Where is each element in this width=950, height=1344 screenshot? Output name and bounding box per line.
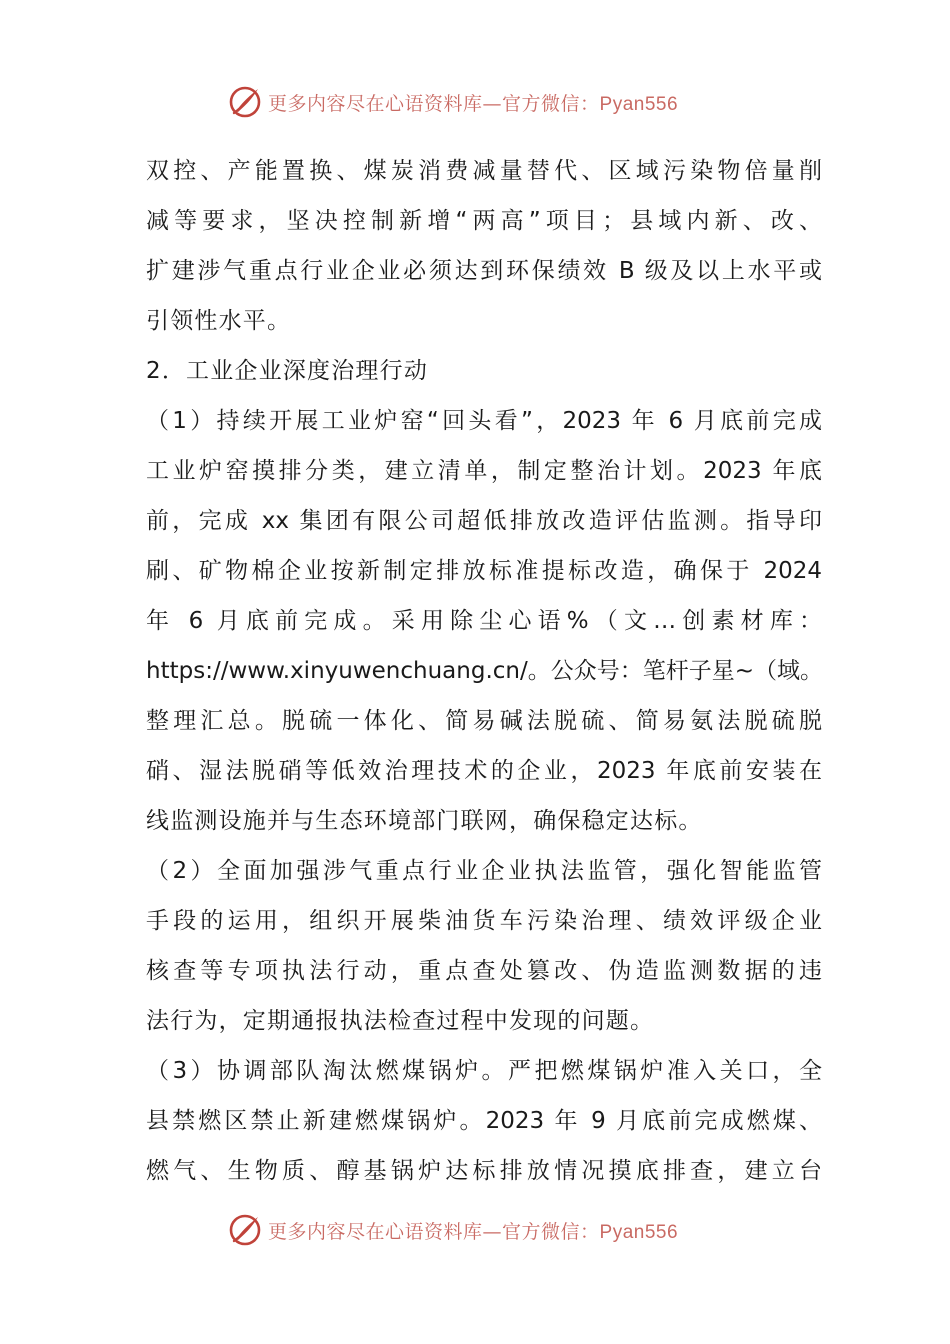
watermark-header	[228, 84, 748, 120]
text-line: 工业炉窑摸排分类，建立清单，制定整治计划。2023 年底	[146, 458, 822, 484]
text-line: 双控、产能置换、煤炭消费减量替代、区域污染物倍量削	[146, 158, 822, 184]
text-line: 前，完成 xx 集团有限公司超低排放改造评估监测。指导印	[146, 508, 822, 534]
watermark-dash: —	[482, 92, 503, 115]
text-line: 核查等专项执法行动，重点查处篡改、伪造监测数据的违	[146, 958, 822, 984]
text-line: 年 6 月底前完成。采用除尘心语%（文…创素材库：	[146, 608, 822, 634]
text-line: 燃气、生物质、醇基锅炉达标排放情况摸底排查，建立台	[146, 1158, 822, 1184]
watermark-handle: Pyan556	[599, 93, 679, 115]
text-line: https://www.xinyuwenchuang.cn/。公众号：笔杆子星~（域。	[146, 658, 824, 684]
quill-logo-icon	[228, 1213, 262, 1247]
text-line: 硝、湿法脱硝等低效治理技术的企业，2023 年底前安装在	[146, 758, 822, 784]
text-line: 减等要求，坚决控制新增“两高”项目；县域内新、改、	[146, 208, 822, 234]
watermark-dash: —	[482, 1220, 503, 1243]
watermark-main: 更多内容尽在心语资料库	[268, 92, 483, 115]
watermark-official: 官方微信：	[502, 1220, 600, 1243]
text-line: 整理汇总。脱硫一体化、简易碱法脱硫、简易氨法脱硫脱	[146, 708, 822, 734]
text-line: 刷、矿物棉企业按新制定排放标准提标改造，确保于 2024	[146, 558, 822, 584]
text-line: 引领性水平。	[146, 308, 292, 334]
watermark-main: 更多内容尽在心语资料库	[268, 1220, 483, 1243]
text-line: 法行为，定期通报执法检查过程中发现的问题。	[146, 1008, 655, 1034]
watermark-text	[268, 1217, 678, 1244]
section-heading: 2．工业企业深度治理行动	[146, 358, 429, 384]
watermark-footer	[228, 1212, 748, 1248]
text-line: 县禁燃区禁止新建燃煤锅炉。2023 年 9 月底前完成燃煤、	[146, 1108, 822, 1134]
document-body	[146, 146, 822, 1196]
text-line: （2）全面加强涉气重点行业企业执法监管，强化智能监管	[146, 858, 822, 884]
watermark-official: 官方微信：	[502, 92, 600, 115]
watermark-handle: Pyan556	[599, 1221, 679, 1243]
text-line: （1）持续开展工业炉窑“回头看”，2023 年 6 月底前完成	[146, 408, 822, 434]
text-line: 扩建涉气重点行业企业必须达到环保绩效 B 级及以上水平或	[146, 258, 822, 284]
text-line: 线监测设施并与生态环境部门联网，确保稳定达标。	[146, 808, 703, 834]
text-line: （3）协调部队淘汰燃煤锅炉。严把燃煤锅炉准入关口，全	[146, 1058, 822, 1084]
quill-logo-icon	[228, 85, 262, 119]
text-line: 手段的运用，组织开展柴油货车污染治理、绩效评级企业	[146, 908, 822, 934]
watermark-text	[268, 89, 678, 116]
